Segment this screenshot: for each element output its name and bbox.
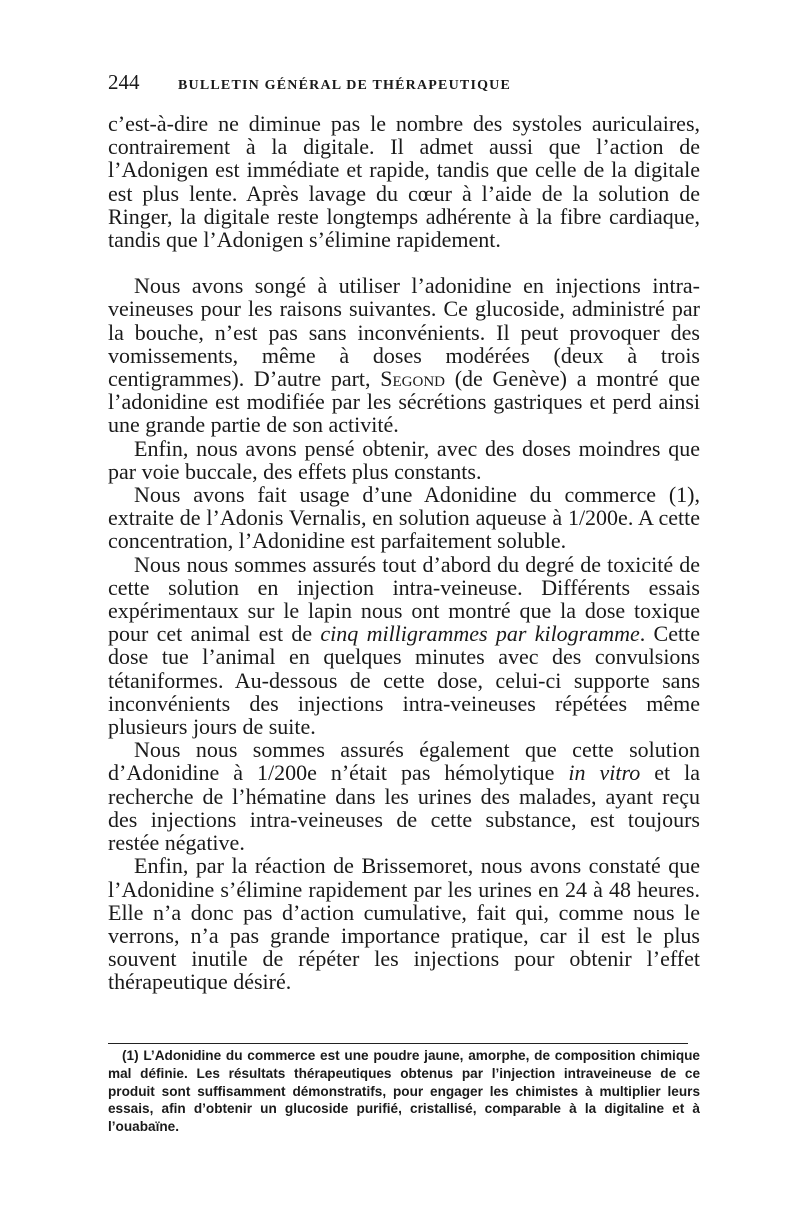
paragraph-5: Nous nous sommes assurés tout d’abord du degré de toxicité de cette solution en injection intra-veineuse. Différents essais expérimentaux sur le lapin nous ont montré que la dose toxique pour cet animal est de cinq milligrammes par kilogramme. Cette dose tue l’animal en quelques minutes avec des convulsions tétaniformes. Au-dessous de cette dose, celui-ci supporte sans inconvénients des injections intra-veineuses répétées même plusieurs jours de suite. — [108, 551, 700, 740]
page-content — [108, 70, 700, 994]
paragraph-2: Nous avons songé à utiliser l’adonidine en injections intra-veineuses pour les raisons suivantes. Ce glucoside, administré par la bouche, n’est pas sans inconvénients. Il peut provoquer des vomissements, même à doses modérées (deux à trois centigrammes). D’autre part, Segond (de Genève) a montré que l’adonidine est modifiée par les sécrétions gastriques et perd ainsi une grande partie de son activité. — [108, 273, 700, 438]
footnote-divider — [108, 1043, 688, 1044]
paragraph-3: Enfin, nous avons pensé obtenir, avec des doses moindres que par voie buccale, des effets plus constants. — [108, 435, 700, 484]
paragraph-7: Enfin, par la réaction de Brissemoret, nous avons constaté que l’Adonidine s’élimine rapidement par les urines en 24 à 48 heures. Elle n’a donc pas d’action cumulative, fait qui, comme nous le verrons, n’a pas grande importance pratique, car il est le plus souvent inutile de répéter les injections pour obtenir l’effet thérapeutique désiré. — [108, 853, 700, 995]
paragraph-6: Nous nous sommes assurés également que cette solution d’Adonidine à 1/200e n’était pas hémolytique in vitro et la recherche de l’hématine dans les urines des malades, ayant reçu des injections intra-veineuses de cette substance, est toujours restée négative. — [108, 737, 700, 856]
paragraph-1: c’est-à-dire ne diminue pas le nombre des systoles auriculaires, contrairement à la digitale. Il admet aussi que l’action de l’Adonigen est immédiate et rapide, tandis que celle de la digitale est plus lente. Après lavage du cœur à l’aide de la solution de Ringer, la digitale reste longtemps adhérente à la fibre cardiaque, tandis que l’Adonigen s’élimine rapidement. — [108, 111, 700, 253]
emphasis-dose: cinq milligrammes par kilogramme — [320, 621, 640, 647]
body-text — [108, 112, 700, 994]
running-title: BULLETIN GÉNÉRAL DE THÉRAPEUTIQUE — [178, 78, 512, 93]
emphasis-in-vitro: in vitro — [568, 760, 641, 786]
footnote: (1) L’Adonidine du commerce est une poudre jaune, amorphe, de composition chimique mal définie. Les résultats thérapeutiques obtenus par l’injection intraveineuse de ce produit sont suffisamment démonstratifs, pour engager les chimistes à multiplier leurs essais, afin d’obtenir un glucoside purifié, cristallisé, comparable à la digitaline et à l’ouabaïne. — [108, 1048, 700, 1135]
page-number: 244 — [108, 70, 140, 94]
running-header — [108, 70, 700, 100]
paragraph-4: Nous avons fait usage d’une Adonidine du commerce (1), extraite de l’Adonis Vernalis, en solution aqueuse à 1/200e. A cette concentration, l’Adonidine est parfaitement soluble. — [108, 482, 700, 554]
author-name: Segond — [380, 366, 445, 392]
